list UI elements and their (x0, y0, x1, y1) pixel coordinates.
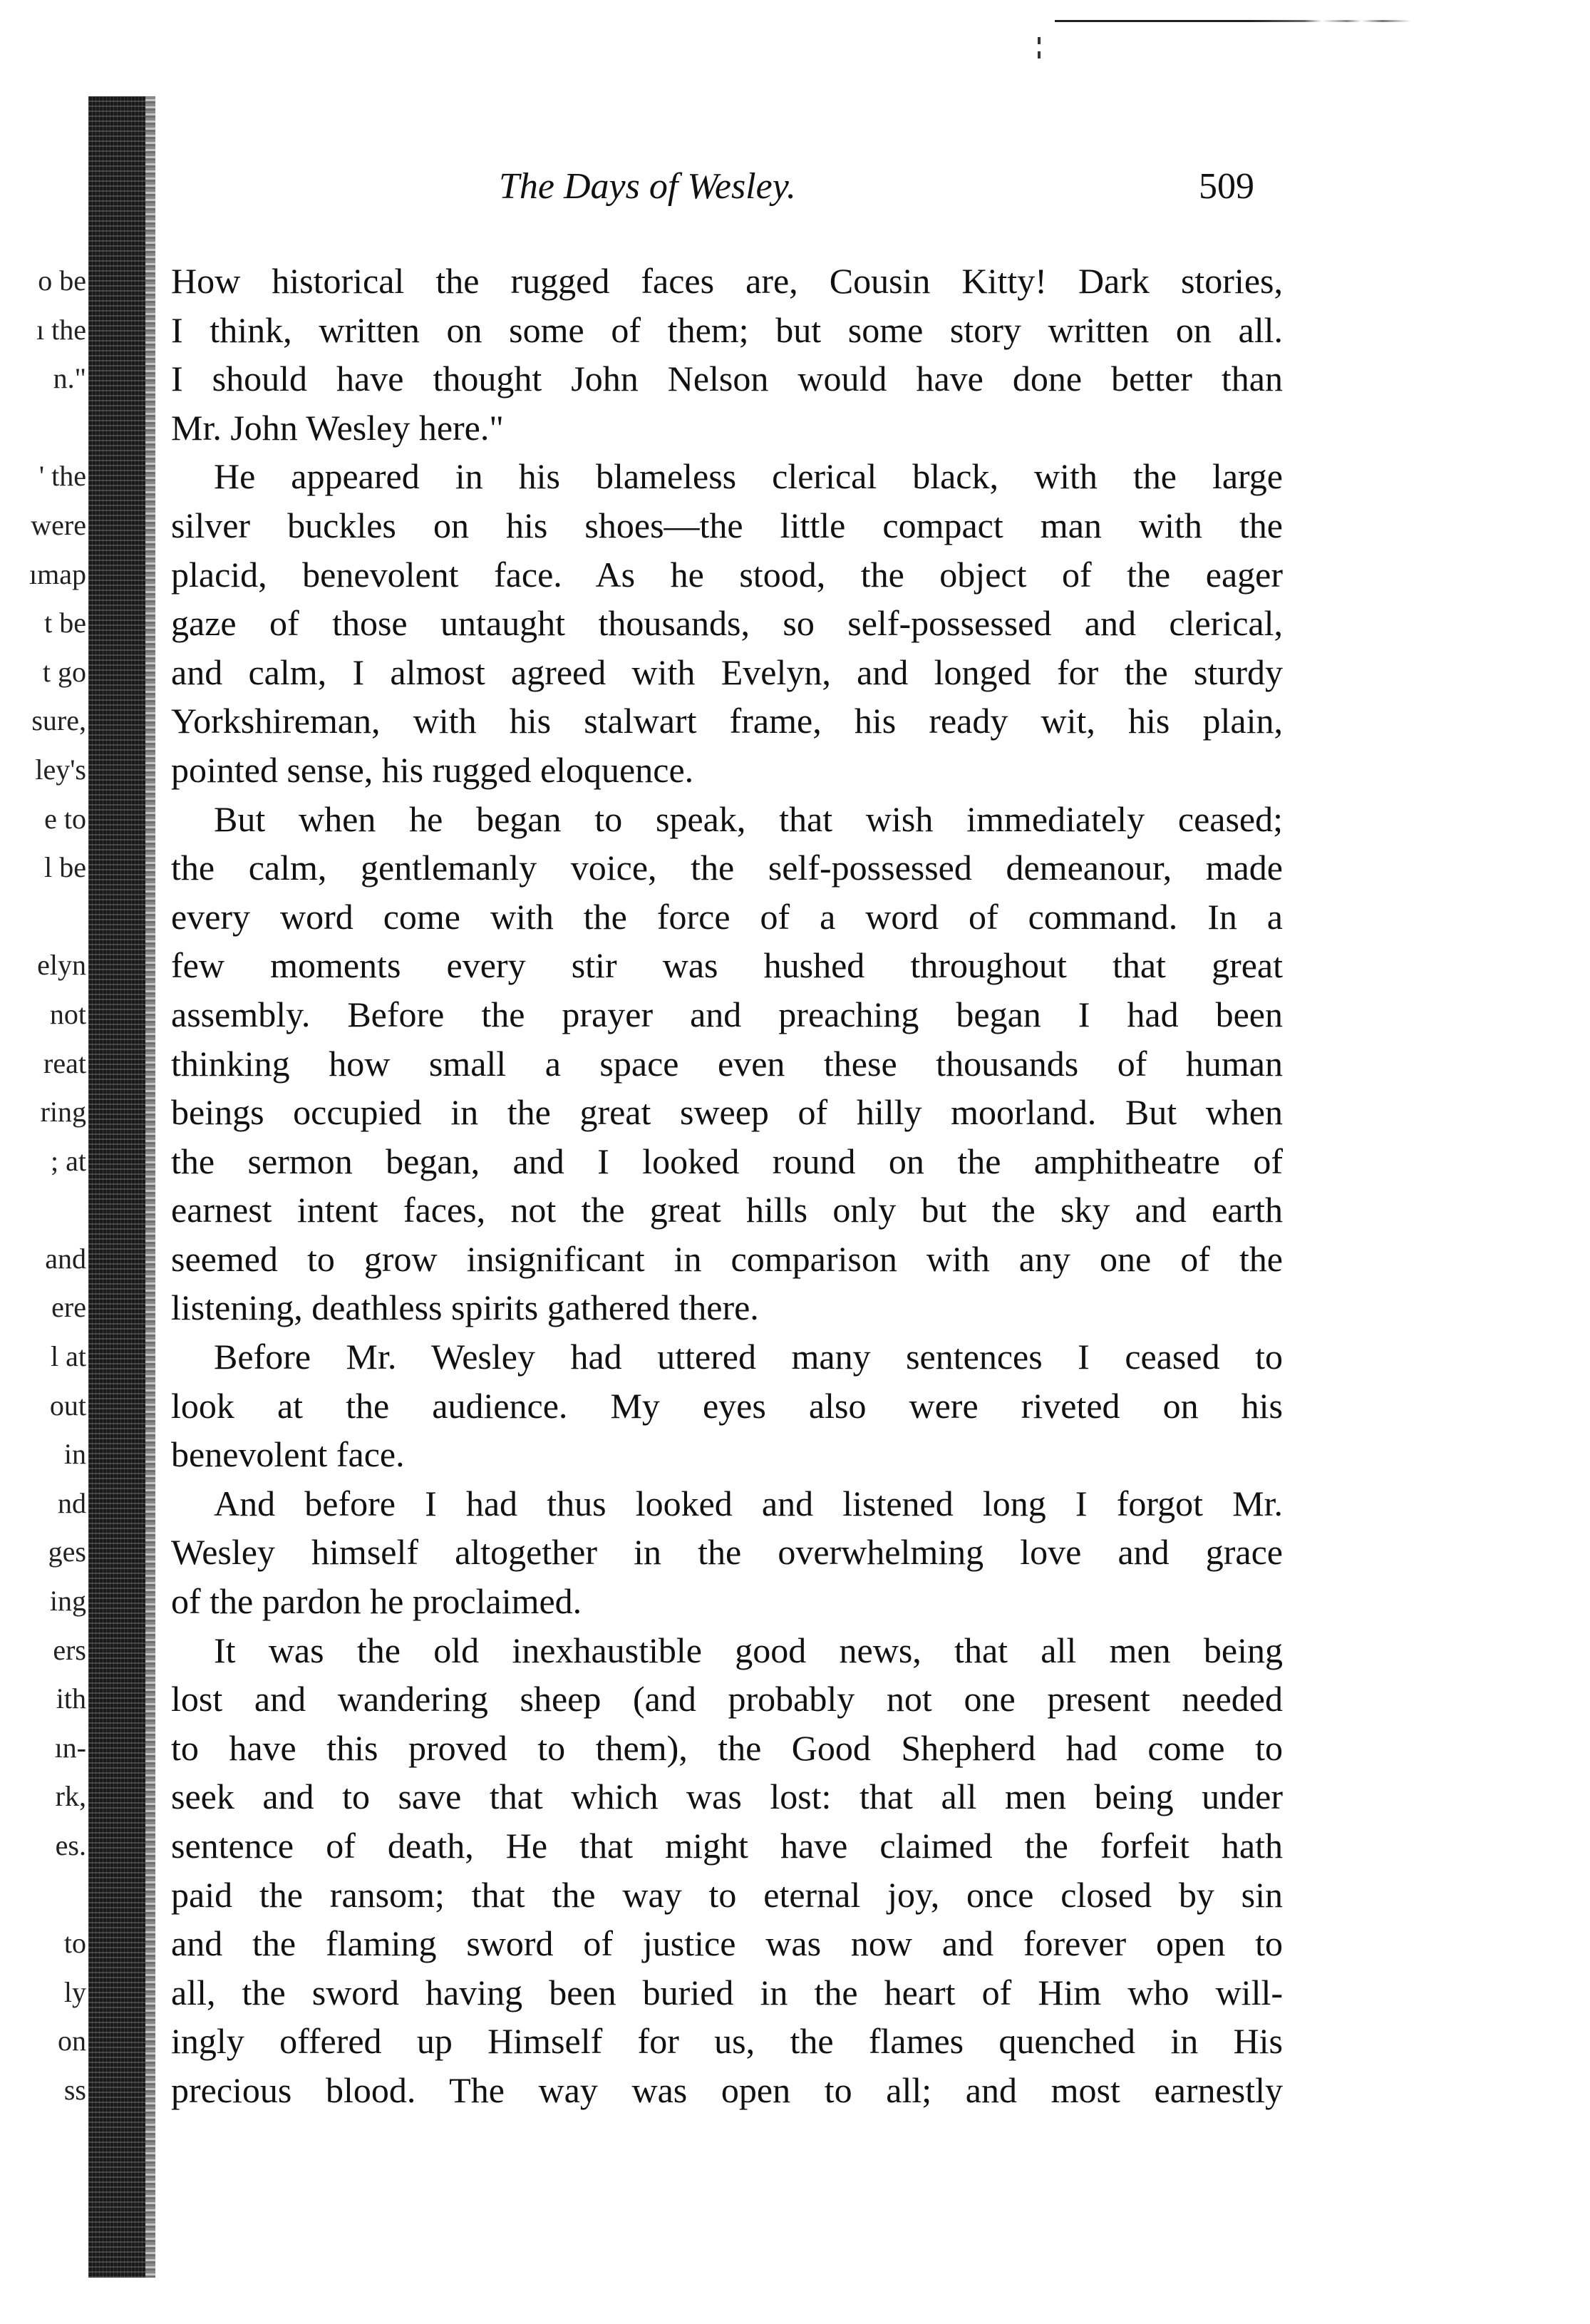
text-line: few moments every stir was hushed throughout that great (171, 945, 1283, 986)
margin-fragment: ers (53, 1633, 86, 1666)
text-line: He appeared in his blameless clerical black, with the large (214, 456, 1283, 497)
text-line: earnest intent faces, not the great hills only but the sky and earth (171, 1190, 1283, 1230)
text-line: all, the sword having been buried in the heart of Him who will- (171, 1972, 1283, 2012)
text-line: How historical the rugged faces are, Cousin Kitty! Dark stories, (171, 261, 1283, 301)
paragraph (171, 1626, 1283, 2115)
text-line: look at the audience. My eyes also were riveted on his (171, 1385, 1283, 1426)
text-line: It was the old inexhaustible good news, that all men being (214, 1630, 1283, 1670)
page-body-text (171, 257, 1283, 2115)
text-line: gaze of those untaught thousands, so self-possessed and clerical, (171, 603, 1283, 644)
margin-fragment: ley's (35, 753, 86, 786)
text-line: thinking how small a space even these thousands of human (171, 1043, 1283, 1084)
text-line: assembly. Before the prayer and preaching began I had been (171, 994, 1283, 1034)
text-line: lost and wandering sheep (and probably not one present needed (171, 1679, 1283, 1719)
page-number: 509 (1199, 166, 1254, 207)
text-line: the sermon began, and I looked round on the amphitheatre of (171, 1141, 1283, 1181)
margin-fragment (0, 403, 89, 453)
paragraph (171, 1332, 1283, 1479)
margin-fragment: o be (38, 264, 86, 297)
text-line: of the pardon he proclaimed. (171, 1581, 582, 1622)
margin-fragment: ' the (38, 460, 86, 493)
text-line: ingly offered up Himself for us, the flames quenched in His (171, 2021, 1283, 2062)
text-line: seek and to save that which was lost: that all men being under (171, 1777, 1283, 1817)
text-line: silver buckles on his shoes—the little compact man with the (171, 505, 1283, 545)
text-line: beings occupied in the great sweep of hilly moorland. But when (171, 1092, 1283, 1133)
margin-fragment: ere (51, 1291, 86, 1324)
paragraph (171, 1479, 1283, 1626)
margin-fragment: e to (44, 802, 86, 835)
scan-rule-mark (1055, 20, 1411, 22)
margin-fragment: n." (53, 362, 86, 395)
text-line: Before Mr. Wesley had uttered many sentences I ceased to (214, 1337, 1283, 1377)
margin-fragment (0, 1186, 89, 1235)
text-line: I should have thought John Nelson would have done better than (171, 359, 1283, 399)
margin-fragment: l at (51, 1340, 86, 1373)
margin-fragment: ges (48, 1536, 86, 1568)
text-line: listening, deathless spirits gathered there. (171, 1287, 759, 1328)
text-line: Mr. John Wesley here." (171, 407, 504, 448)
margin-fragment: elyn (37, 949, 86, 982)
margin-fragment: ith (56, 1682, 86, 1715)
text-line: pointed sense, his rugged eloquence. (171, 749, 694, 790)
text-line: paid the ransom; that the way to eternal joy, once closed by sin (171, 1874, 1283, 1915)
margin-fragment: ss (63, 2073, 86, 2106)
text-line: And before I had thus looked and listened long I forgot Mr. (214, 1483, 1283, 1523)
margin-fragment: t go (42, 655, 86, 688)
running-header (171, 165, 1254, 222)
margin-fragment (0, 893, 89, 942)
text-line: placid, benevolent face. As he stood, the object of the eager (171, 554, 1283, 595)
margin-fragment: l be (44, 851, 86, 884)
margin-fragment: t be (44, 607, 86, 639)
text-line: But when he began to speak, that wish immediately ceased; (214, 798, 1283, 839)
margin-fragment (0, 1871, 89, 1920)
margin-fragment: nd (58, 1486, 86, 1519)
scan-speck (1038, 51, 1041, 58)
text-line: seemed to grow insignificant in comparison with any one of the (171, 1238, 1283, 1279)
margin-fragment: were (31, 508, 86, 541)
margin-fragment: on (58, 2025, 86, 2057)
text-line: sentence of death, He that might have claimed the forfeit hath (171, 1826, 1283, 1866)
margin-fragment: ımap (29, 557, 86, 590)
margin-fragment: ing (49, 1585, 86, 1618)
text-line: precious blood. The way was open to all; and most earnestly (171, 2070, 1283, 2110)
margin-fragment: ı the (36, 313, 86, 346)
margin-fragment: ly (63, 1975, 86, 2008)
text-line: I think, written on some of them; but some story written on all. (171, 309, 1283, 350)
scan-speck (1038, 37, 1041, 44)
paragraph (171, 257, 1283, 452)
running-title: The Days of Wesley. (499, 166, 796, 207)
margin-fragment: not (49, 997, 86, 1030)
paragraph (171, 795, 1283, 1333)
margin-fragment: and (45, 1242, 86, 1275)
margin-fragment: ın- (54, 1731, 86, 1764)
margin-fragment: reat (43, 1047, 86, 1079)
text-line: and calm, I almost agreed with Evelyn, and longed for the sturdy (171, 652, 1283, 692)
text-line: and the flaming sword of justice was now and forever open to (171, 1923, 1283, 1964)
binding-gutter-shadow (88, 96, 145, 2278)
text-line: the calm, gentlemanly voice, the self-possessed demeanour, made (171, 848, 1283, 888)
text-line: to have this proved to them), the Good Shepherd had come to (171, 1727, 1283, 1768)
margin-fragment: rk, (55, 1780, 86, 1813)
text-line: benevolent face. (171, 1434, 405, 1475)
margin-fragment: es. (55, 1829, 86, 1861)
margin-fragment: ; at (51, 1144, 86, 1177)
text-line: Wesley himself altogether in the overwhelming love and grace (171, 1532, 1283, 1573)
text-line: Yorkshireman, with his stalwart frame, his ready wit, his plain, (171, 701, 1283, 741)
paragraph (171, 452, 1283, 794)
text-line: every word come with the force of a word of command. In a (171, 896, 1283, 937)
margin-fragment: out (49, 1389, 86, 1421)
margin-fragment: ring (40, 1096, 86, 1128)
margin-fragment: in (63, 1438, 86, 1471)
margin-fragment: sure, (31, 704, 86, 737)
facing-page-fragments (0, 257, 89, 2324)
margin-fragment: to (63, 1927, 86, 1960)
